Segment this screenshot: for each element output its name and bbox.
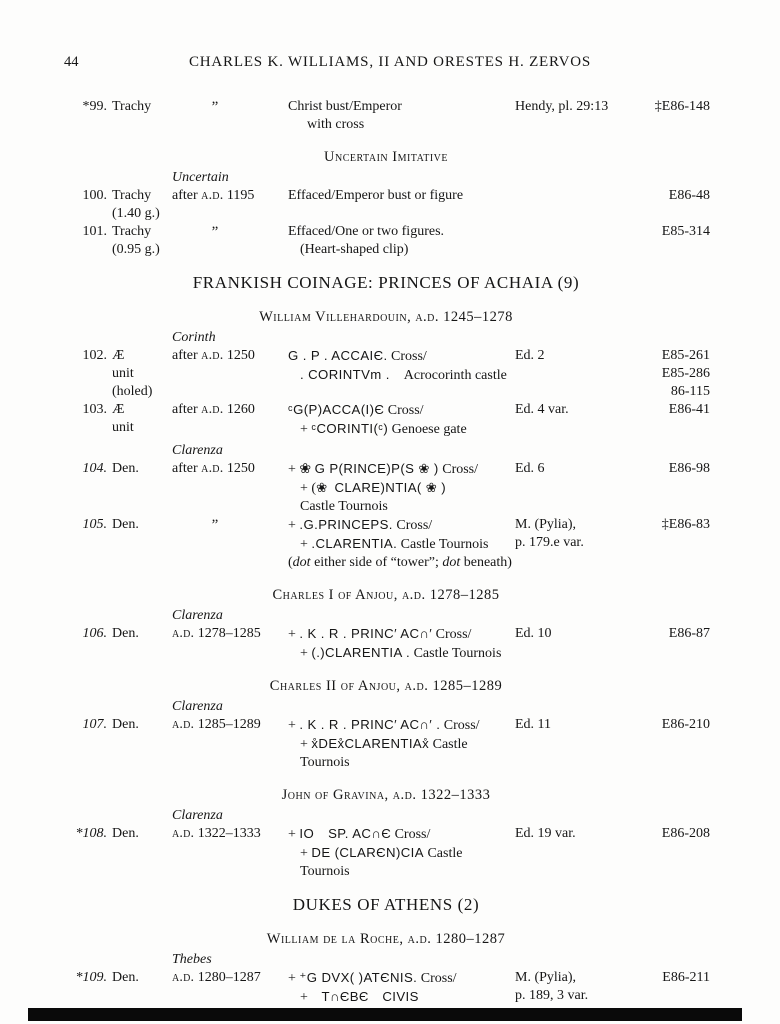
catalog-entry [62,187,710,223]
scan-artifact-bar [28,1008,742,1021]
coin-description [288,716,515,772]
text-segment: Genoese gate [388,422,467,437]
text-segment: ᶜG(P)ACCA(I)Є [288,402,385,417]
description-line [288,516,515,535]
section-heading: FRANKISH COINAGE: PRINCES OF ACHAIA (9) [192,273,580,292]
coin-type-line: Den. [112,970,139,985]
catalog-number: 103. [82,402,107,417]
inventory-line: E86-48 [668,188,710,203]
catalog-entry [62,401,710,439]
reference [515,187,633,223]
text-segment: IO SP. AC∩Є [299,826,392,841]
mint-label: Clarenza [172,608,223,623]
text-segment: (Heart-shaped clip) [300,242,409,257]
coin-description [288,825,515,881]
description-line [288,554,515,572]
ruler-heading: Charles II of Anjou, a.d. 1285–1289 [269,678,503,694]
text-segment: Acrocorinth castle [389,368,507,383]
inventory-number [633,347,710,401]
ruler-heading: John of Gravina, a.d. 1322–1333 [281,787,491,803]
text-segment: dot [442,555,461,570]
coin-type-line: unit [112,420,134,435]
mint-label: Uncertain [172,170,229,185]
text-segment: ⁺G DVX( )ATЄNIS. [299,970,418,985]
coin-type [107,187,172,223]
description-line [288,420,515,439]
text-segment: Castle Tournois [300,499,388,514]
reference-line: Ed. 11 [515,717,552,732]
reference [515,825,633,881]
reference [515,516,633,572]
text-segment: + [300,537,312,552]
reference [515,460,633,516]
text-segment: + [288,518,300,533]
text-segment: Cross/ [417,971,457,986]
coin-type [107,969,172,1007]
text-segment: dot [292,555,311,570]
text-segment: Cross/ [438,462,479,477]
description-line [288,716,515,735]
inventory-number [633,460,710,516]
reference-line: Ed. 6 [515,461,545,476]
coin-date-line [172,716,288,734]
description-line [288,401,515,420]
text-segment: .CLARENTIA. [311,536,398,551]
catalog-entry [62,716,710,772]
coin-description [288,625,515,663]
inventory-number [633,716,710,772]
coin-type-line: Den. [112,461,139,476]
text-segment: a.d. [201,461,224,476]
description-line [288,644,515,663]
mint-label: Corinth [172,330,216,345]
text-segment: Cross/ [384,403,424,418]
inventory-number [633,223,710,259]
text-segment: Castle Tournois [300,737,471,770]
coin-date-line [172,401,288,419]
inventory-line: E86-98 [668,461,710,476]
coin-date [172,223,288,259]
text-segment: either side of “tower”; [310,555,443,570]
description-line [288,479,515,498]
text-segment: a.d. [172,626,195,641]
text-segment: after [172,461,202,476]
catalog-number: 105. [82,517,107,532]
text-segment: + [300,990,308,1005]
coin-description [288,460,515,516]
coin-type [107,716,172,772]
coin-date-line [172,969,288,987]
inventory-number [633,401,710,439]
inventory-line: E85-286 [661,366,710,381]
text-segment: a.d. [201,188,224,203]
coin-type [107,516,172,572]
ruler-heading: Charles I of Anjou, a.d. 1278–1285 [272,587,500,603]
text-segment: . CORINTVm . [300,367,390,382]
text-segment: 1280–1287 [194,970,261,985]
catalog-entry [62,625,710,663]
coin-description [288,401,515,439]
text-segment: after [172,402,202,417]
reference [515,716,633,772]
coin-date [172,401,288,439]
text-segment: . K . R . PRINC′ AC∩′ . [299,717,441,732]
text-segment: + ( [300,481,317,496]
text-segment: + [288,827,300,842]
inventory-line: E86-41 [668,402,710,417]
text-segment: Cross/ [391,827,431,842]
catalog-number: 107. [82,717,107,732]
inventory-line: E86-87 [668,626,710,641]
reference-line: Ed. 2 [515,348,545,363]
text-segment: + ❀ [288,462,315,477]
text-segment: Castle Tournois [397,537,489,552]
text-segment: .G.PRINCEPS. [299,517,393,532]
catalog-number: 101. [82,224,107,239]
ruler-heading: William Villehardouin, a.d. 1245–1278 [259,309,513,325]
coin-type-line: Æ [112,348,125,363]
description-line [288,98,515,116]
description-line [288,988,515,1007]
inventory-line: 86-115 [670,384,710,399]
coin-type [107,460,172,516]
coin-type-line: Trachy [112,99,152,114]
inventory-number [633,516,710,572]
catalog-entry [62,516,710,572]
text-segment: + [300,737,312,752]
catalog-number: 102. [82,348,107,363]
catalog-body [0,98,780,1007]
coin-date [172,825,288,881]
coin-type [107,347,172,401]
description-line [288,116,515,134]
catalog-number: 104. [82,461,107,476]
coin-date [172,460,288,516]
coin-description [288,969,515,1007]
text-segment: with cross [307,117,365,132]
text-segment: Castle Tournois [300,846,466,879]
reference-line: M. (Pylia), [515,517,577,532]
coin-date [172,98,288,134]
description-line [288,825,515,844]
coin-type [107,98,172,134]
text-segment: 1195 [223,188,255,203]
description-line [288,625,515,644]
inventory-line: E85-261 [661,348,710,363]
reference-line: Ed. 19 var. [515,826,576,841]
catalog-entry [62,98,710,134]
ruler-heading: Uncertain Imitative [324,149,448,165]
text-segment: G P(RINCE)P(S ❀ ) [314,461,439,476]
text-segment: + [288,627,300,642]
text-segment: ❀ CLARE)NTIA( ❀ ) [316,480,447,495]
reference-line: Ed. 4 var. [515,402,569,417]
text-segment: a.d. [172,717,195,732]
coin-date [172,625,288,663]
catalog-entry [62,825,710,881]
page-number: 44 [64,54,79,70]
reference [515,223,633,259]
section-heading: DUKES OF ATHENS (2) [292,895,480,914]
catalog-entry [62,223,710,259]
mint-label: Clarenza [172,699,223,714]
coin-date-line [172,187,288,205]
coin-type-line: Den. [112,717,139,732]
inventory-line: E86-208 [661,826,710,841]
coin-date [172,969,288,1007]
text-segment: Christ bust/Emperor [288,99,402,114]
page-header [0,54,780,73]
text-segment: + [288,718,300,733]
reference-line: Ed. 10 [515,626,552,641]
description-line [288,187,515,205]
inventory-line: E85-314 [661,224,710,239]
catalog-entry [62,460,710,516]
ditto-mark: ” [211,517,219,533]
coin-type-line: Den. [112,517,139,532]
coin-type [107,625,172,663]
text-segment: Cross/ [432,627,472,642]
reference [515,401,633,439]
catalog-number: 106. [82,626,107,641]
text-segment: T∩ЄBЄ CIVIS [307,989,419,1004]
ditto-mark: ” [211,99,219,115]
description-line [288,969,515,988]
reference-line: Hendy, pl. 29:13 [515,99,609,114]
catalog-number: *109. [75,970,107,985]
coin-type [107,401,172,439]
inventory-number [633,98,710,134]
text-segment: + [288,971,300,986]
text-segment: . K . R . PRINC′ AC∩′ [299,626,433,641]
coin-type [107,825,172,881]
coin-type-line: Den. [112,626,139,641]
coin-description [288,98,515,134]
coin-type-line: Trachy [112,188,152,203]
reference-line: M. (Pylia), [515,970,577,985]
text-segment: ( [288,555,293,570]
description-line [288,844,515,881]
reference [515,98,633,134]
coin-description [288,516,515,572]
text-segment: 1250 [223,348,255,363]
coin-date-line [172,347,288,365]
mint-label: Clarenza [172,808,223,823]
coin-date [172,516,288,572]
text-segment: after [172,188,202,203]
description-line [288,460,515,479]
text-segment: Cross/ [440,718,480,733]
inventory-number [633,187,710,223]
reference-line: p. 179.e var. [515,535,584,550]
description-line [288,498,515,516]
catalog-entry [62,347,710,401]
running-head: CHARLES K. WILLIAMS, II AND ORESTES H. ZERVOS [188,54,592,70]
text-segment: + [300,422,312,437]
text-segment: a.d. [201,348,224,363]
ditto-mark: ” [211,224,219,240]
text-segment: after [172,348,202,363]
reference-line: p. 189, 3 var. [515,988,589,1003]
catalog-number: 100. [82,188,107,203]
description-line [288,347,515,366]
text-segment: DE (CLARЄN)CIA [311,845,424,860]
text-segment: + [300,646,312,661]
inventory-line: E86-210 [661,717,710,732]
coin-date [172,716,288,772]
inventory-number [633,969,710,1007]
coin-type [107,223,172,259]
text-segment: G . P . ACCAIЄ. [288,348,388,363]
description-line [288,735,515,772]
text-segment: 1322–1333 [194,826,261,841]
text-segment: ᶜCORINTI(ᶜ) [311,421,389,436]
inventory-number [633,625,710,663]
mint-label: Thebes [172,952,212,967]
reference [515,969,633,1007]
reference [515,347,633,401]
coin-type-line: Trachy [112,224,152,239]
mint-label: Clarenza [172,443,223,458]
text-segment: Cross/ [392,518,433,533]
coin-description [288,223,515,259]
coin-date [172,347,288,401]
coin-type-line: Den. [112,826,139,841]
ruler-heading: William de la Roche, a.d. 1280–1287 [266,931,506,947]
coin-date-line [172,625,288,643]
text-segment: x̊DEx̊CLARENTIAx̊ [311,736,430,751]
inventory-line: ‡E86-148 [654,99,710,114]
coin-date-line [172,460,288,478]
text-segment: 1250 [223,461,255,476]
text-segment: (.)CLARENTIA . [311,645,411,660]
coin-type-line: unit (holed) [112,366,153,399]
description-line [288,223,515,241]
text-segment: a.d. [172,970,195,985]
text-segment: + [300,846,312,861]
catalog-number: *108. [75,826,107,841]
description-line [288,241,515,259]
reference [515,625,633,663]
text-segment: 1285–1289 [194,717,261,732]
text-segment: Effaced/One or two figures. [288,224,445,239]
coin-date [172,187,288,223]
text-segment: Cross/ [387,349,427,364]
text-segment: a.d. [201,402,224,417]
inventory-line: ‡E86-83 [661,517,710,532]
coin-date-line [172,825,288,843]
coin-type-line: (1.40 g.) [112,206,160,221]
inventory-line: E86-211 [662,970,710,985]
text-segment: a.d. [172,826,195,841]
catalog-entry [62,969,710,1007]
inventory-number [633,825,710,881]
text-segment: Effaced/Emperor bust or figure [288,188,464,203]
coin-type-line: Æ [112,402,125,417]
text-segment: beneath) [460,555,512,570]
description-line [288,366,515,385]
text-segment: Castle Tournois [410,646,502,661]
coin-type-line: (0.95 g.) [112,242,160,257]
coin-description [288,347,515,401]
text-segment: 1278–1285 [194,626,261,641]
catalog-number: *99. [82,99,107,114]
text-segment: 1260 [223,402,255,417]
description-line [288,535,515,554]
coin-description [288,187,515,223]
